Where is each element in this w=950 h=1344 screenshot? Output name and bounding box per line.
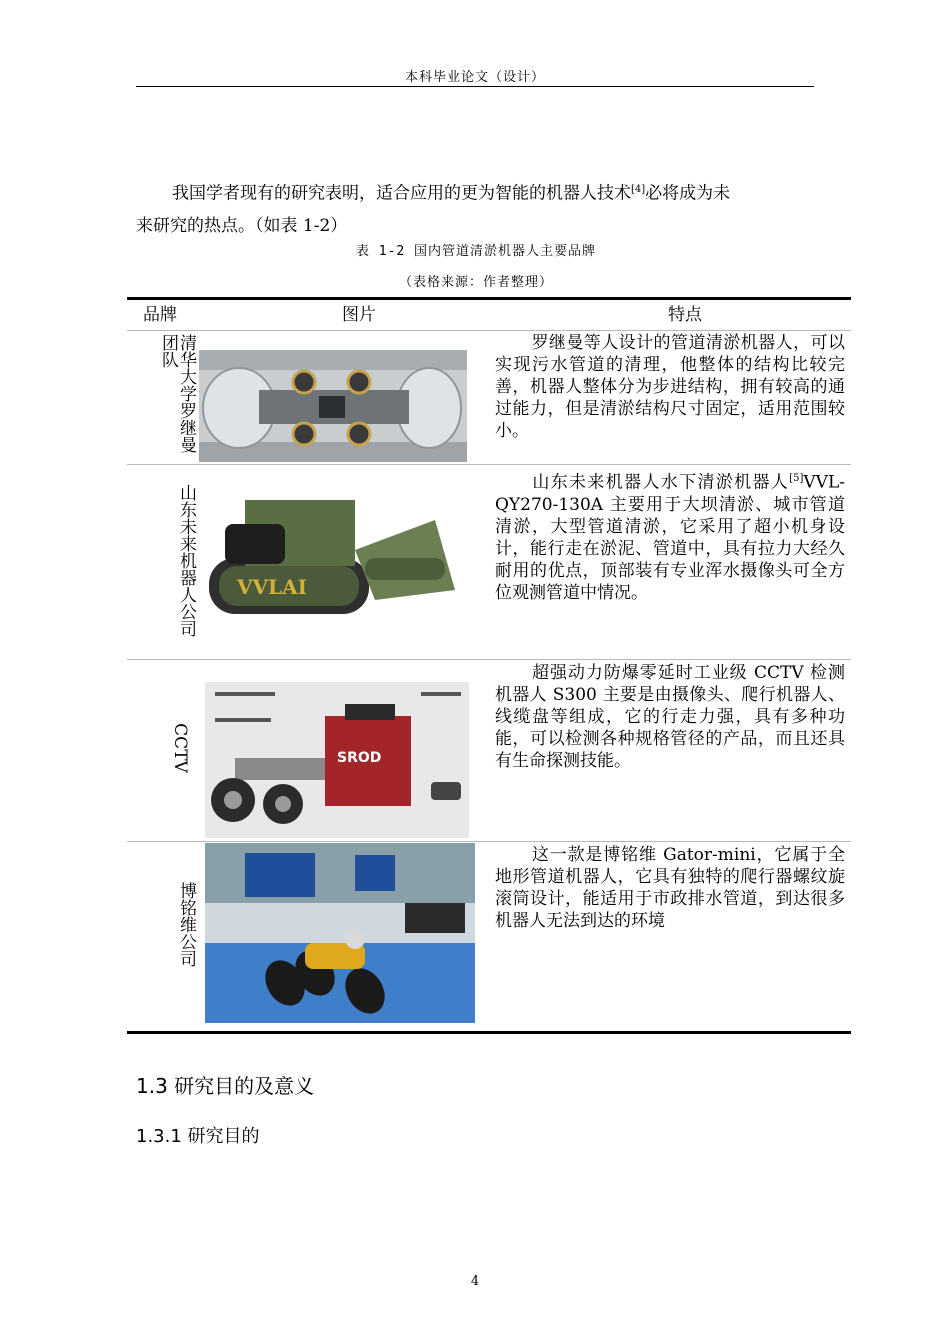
section-heading-1-3: 1.3 研究目的及意义 (136, 1074, 315, 1098)
brand-table (127, 297, 851, 1034)
row-divider (127, 330, 851, 331)
page-number: 4 (470, 1274, 480, 1289)
tracked-robot-photo (205, 480, 467, 630)
para-line1-b: 必将成为未 (645, 183, 731, 204)
para-line1-a: 我国学者现有的研究表明，适合应用的更为智能的机器人技术 (172, 183, 631, 204)
feature-bominwei: 这一款是博铭维 Gator-mini，它属于全地形管道机器人，它具有独特的爬行器螺纹旋滚筒设计，能适用于市政排水管道，到达很多机器人无法到达的环境 (495, 845, 845, 931)
brand-cctv: CCTV (169, 723, 190, 773)
srod-logo-text: SROD (337, 750, 382, 766)
brand-tsinghua: 清华大学罗继曼团队 (158, 334, 196, 453)
page-header: 本科毕业论文（设计） (404, 70, 545, 85)
brand-bominwei: 博铭维公司 (176, 882, 196, 967)
table-caption: 表 1-2 国内管道清淤机器人主要品牌 (355, 244, 597, 259)
feature-cctv: 超强动力防爆零延时工业级 CCTV 检测机器人 S300 主要是由摄像头、爬行机器人、线缆盘等组成，它的行走力强，具有多种功能，可以检测各种规格管径的产品，而且还具有生命探测技能。 (495, 663, 845, 771)
vvlai-logo-text: VVLAI (237, 575, 307, 599)
body-paragraph (136, 174, 816, 242)
cctv-robot-photo (205, 682, 469, 838)
header-rule (136, 86, 814, 87)
header-picture: 图片 (342, 305, 376, 325)
citation-5: [5] (789, 473, 804, 484)
para-line2: 来研究的热点。（如表 1-2） (136, 215, 348, 236)
pipe-robot-image (199, 350, 467, 462)
row-divider (127, 464, 851, 465)
exhibition-photo (205, 843, 475, 1023)
pipe-robot-photo (199, 350, 467, 462)
row-divider (127, 841, 851, 842)
section-heading-1-3-1: 1.3.1 研究目的 (136, 1126, 260, 1147)
cctv-robot-image (205, 682, 469, 838)
citation-4: [4] (631, 184, 646, 195)
header-features: 特点 (668, 305, 702, 325)
vvlai-robot-image (205, 480, 467, 630)
feature-shandong: 山东未来机器人水下清淤机器人[5]VVL-QY270-130A 主要用于大坝清淤、城市管道清淤，大型管道清淤，它采用了超小机身设计，能行走在淤泥、管道中，具有拉力大经久耐用的优点，顶部装有专业浑水摄像头可全方位观测管道中情况。 (495, 472, 845, 603)
row-divider (127, 659, 851, 660)
header-brand: 品牌 (143, 305, 177, 325)
table-source: （表格来源：作者整理） (398, 275, 553, 290)
feature-tsinghua: 罗继曼等人设计的管道清淤机器人，可以实现污水管道的清理，他整体的结构比较完善，机器人整体分为步进结构，拥有较高的通过能力，但是清淤结构尺寸固定，适用范围较小。 (495, 333, 845, 441)
brand-shandong: 山东未来机器人公司 (176, 484, 196, 637)
gator-mini-image (205, 843, 475, 1023)
